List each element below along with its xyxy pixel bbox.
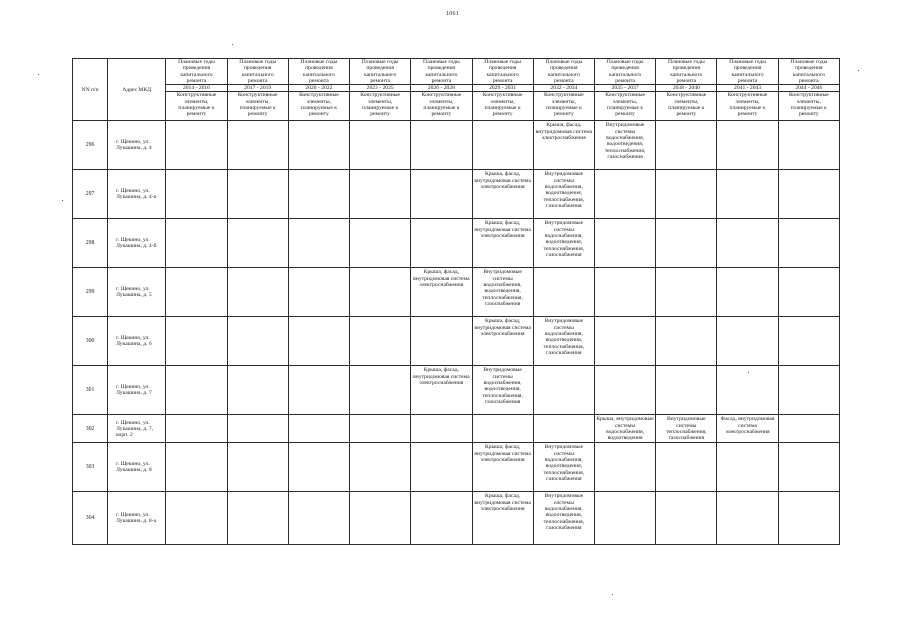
repair-cell [350, 492, 411, 545]
period-title-line: капитального [180, 71, 213, 78]
repair-cell [411, 170, 472, 219]
elements-title-line: ремонту [247, 111, 268, 118]
repair-cell [166, 121, 227, 170]
table-row [73, 317, 840, 366]
repair-cell [166, 219, 227, 268]
period-title-line: ремонта [737, 77, 758, 84]
elements-title-line: планируемые к [790, 105, 827, 112]
period-title-line: проведения [305, 65, 333, 72]
repair-cell: Внутридомовые системы теплоснабжения, газоснабжения [656, 415, 717, 443]
row-address [108, 268, 166, 317]
elements-title-7 [533, 92, 594, 121]
elements-title-line: Конструктивные [605, 92, 645, 99]
elements-title-line: элементы, [368, 98, 393, 105]
period-title-line: ремонта [799, 77, 819, 84]
period-title-line: проведения [672, 65, 701, 72]
period-title-line: ремонта [676, 77, 697, 84]
repair-cell: Крыша, фасад, внутридомовая система электроснабжения [411, 268, 472, 317]
period-range-8: 2035 - 2037 [594, 85, 655, 92]
repair-cell [350, 443, 411, 492]
repair-cell [350, 415, 411, 443]
elements-title-4 [350, 92, 411, 121]
period-title-1 [166, 59, 227, 85]
period-title-line: капитального [731, 71, 764, 78]
repair-cell [227, 366, 288, 415]
repair-cell [350, 366, 411, 415]
repair-cell [166, 415, 227, 443]
period-title-line: капитального [425, 71, 458, 78]
elements-title-line: ремонту [737, 111, 758, 118]
row-number: 300 [73, 317, 108, 366]
period-title-line: проведения [550, 65, 578, 72]
address-line: г. Щекино, ул. [116, 237, 150, 244]
repair-cell [717, 268, 778, 317]
row-address [108, 317, 166, 366]
repair-cell [411, 219, 472, 268]
repair-cell [227, 443, 288, 492]
elements-title-line: планируемые к [668, 105, 705, 112]
repair-cell [227, 268, 288, 317]
repair-cell: Крыша, фасад, внутридомовая система электроснабжения [411, 366, 472, 415]
repair-cell [411, 492, 472, 545]
elements-title-line: элементы, [551, 98, 576, 105]
elements-title-11 [778, 92, 839, 121]
repair-cell: Внутридомовые системы водоснабжения, водоотведения, теплоснабжения, газоснабжения [594, 121, 655, 170]
repair-cell: Крыша, фасад, внутридомовая система электроснабжения [533, 121, 594, 170]
repair-cell [656, 317, 717, 366]
period-title-line: Плановые годы [423, 59, 460, 65]
period-range-7: 2032 - 2034 [533, 85, 594, 92]
period-title-line: Плановые годы [729, 59, 766, 65]
repair-cell [717, 366, 778, 415]
repair-cell [656, 268, 717, 317]
period-title-line: ремонта [615, 77, 635, 84]
period-title-line: капитального [486, 71, 519, 78]
elements-title-line: Конструктивные [360, 92, 401, 99]
address-line: г. Щекино, ул. [116, 419, 150, 426]
repair-cell [227, 219, 288, 268]
header-address: Адрес МКД [108, 59, 166, 121]
repair-cell: Крыша, фасад, внутридомовая система электроснабжения [472, 317, 533, 366]
address-line: Лукашина, д. 8-а [116, 518, 157, 525]
elements-title-10 [717, 92, 778, 121]
period-title-line: капитального [547, 71, 580, 78]
repair-cell [594, 443, 655, 492]
repair-cell [656, 219, 717, 268]
repair-cell [411, 443, 472, 492]
repair-cell [227, 121, 288, 170]
period-range-6: 2029 - 2031 [472, 85, 533, 92]
repair-cell [656, 492, 717, 545]
period-title-line: ремонта [554, 77, 574, 84]
repair-cell [350, 317, 411, 366]
address-line: Лукашина, д. 4-б [116, 243, 157, 250]
repair-cell [411, 317, 472, 366]
repair-cell: Фасад, внутридомовая система электроснабжения [717, 415, 778, 443]
table-row [73, 492, 840, 545]
repair-cell [411, 415, 472, 443]
address-line: Лукашина, д. 6 [116, 341, 152, 348]
period-range-4: 2023 - 2025 [350, 85, 411, 92]
row-number: 299 [73, 268, 108, 317]
period-title-line: проведения [488, 65, 517, 72]
elements-title-line: ремонту [553, 111, 574, 118]
elements-title-line: ремонту [370, 111, 391, 118]
address-line: г. Щекино, ул. [116, 461, 150, 468]
repair-cell: Крыша, фасад, внутридомовая система электроснабжения [472, 170, 533, 219]
repair-cell: Внутридомовые системы водоснабжения, водоотведения, теплоснабжения, газоснабжения [533, 170, 594, 219]
row-number: 301 [73, 366, 108, 415]
address-line: Лукашина, д. 5 [116, 292, 152, 299]
period-title-7 [533, 59, 594, 85]
period-title-line: Плановые годы [790, 59, 828, 65]
table-row [73, 170, 840, 219]
elements-title-line: планируемые к [729, 105, 766, 112]
elements-title-2 [227, 92, 288, 121]
elements-title-line: планируемые к [484, 105, 521, 112]
repair-cell [778, 366, 839, 415]
repair-cell: Крыша, фасад, внутридомовая система электроснабжения [472, 492, 533, 545]
period-title-line: проведения [795, 65, 823, 72]
period-title-6 [472, 59, 533, 85]
period-title-line: Плановые годы [361, 59, 399, 65]
period-title-line: капитального [302, 71, 336, 78]
elements-title-line: Конструктивные [727, 92, 768, 99]
elements-title-line: ремонту [309, 111, 329, 118]
repair-cell [778, 443, 839, 492]
period-title-8 [594, 59, 655, 85]
repair-cell [594, 268, 655, 317]
elements-title-8 [594, 92, 655, 121]
address-line: г. Щекино, ул. [116, 286, 150, 293]
elements-title-line: планируемые к [423, 105, 460, 112]
period-title-10 [717, 59, 778, 85]
repair-cell [288, 366, 349, 415]
row-number: 302 [73, 415, 108, 443]
period-range-3: 2020 - 2022 [288, 85, 349, 92]
address-line: г. Щекино, ул. [116, 512, 150, 519]
elements-title-line: Конструктивные [421, 92, 462, 99]
elements-title-5 [411, 92, 472, 121]
period-row [73, 85, 840, 92]
period-title-line: Плановые годы [484, 59, 522, 65]
repair-cell [778, 415, 839, 443]
row-number: 303 [73, 443, 108, 492]
repair-cell [717, 317, 778, 366]
repair-cell: Крыша, фасад, внутридомовая система электроснабжения [472, 443, 533, 492]
elements-title-3 [288, 92, 349, 121]
repair-cell: Внутридомовые системы водоснабжения, водоотведения, теплоснабжения, газоснабжения [533, 317, 594, 366]
repair-cell [594, 366, 655, 415]
elements-title-line: элементы, [796, 98, 821, 105]
period-title-line: ремонта [309, 77, 329, 84]
period-title-line: Плановые годы [606, 59, 644, 65]
repair-cell [656, 170, 717, 219]
address-line: г. Щекино, ул. [116, 335, 150, 342]
repair-cell [778, 268, 839, 317]
repair-cell: Внутридомовые системы водоснабжения, водоотведения, теплоснабжения, газоснабжения [533, 219, 594, 268]
elements-title-line: ремонту [676, 111, 697, 118]
elements-title-line: ремонту [431, 111, 452, 118]
capital-repair-plan-table [72, 58, 840, 545]
repair-cell [350, 121, 411, 170]
period-title-line: капитального [364, 71, 397, 78]
period-title-4 [350, 59, 411, 85]
elements-title-line: планируемые к [362, 105, 399, 112]
table-row [73, 121, 840, 170]
elements-title-line: Конструктивные [237, 92, 278, 99]
repair-cell [656, 366, 717, 415]
row-number: 298 [73, 219, 108, 268]
period-title-5 [411, 59, 472, 85]
elements-title-line: ремонту [492, 111, 513, 118]
period-title-line: Плановые годы [239, 59, 277, 65]
row-address [108, 219, 166, 268]
period-title-line: проведения [611, 65, 639, 72]
repair-cell [227, 415, 288, 443]
repair-cell: Крыша, внутридомовые системы водоснабжения, водоотведения [596, 416, 654, 442]
period-title-line: проведения [366, 65, 394, 72]
elements-title-line: элементы, [613, 98, 638, 105]
period-title-9 [656, 59, 717, 85]
address-line: г. Щекино, ул. [116, 384, 150, 391]
period-title-line: Плановые годы [178, 59, 215, 65]
repair-cell [227, 317, 288, 366]
period-range-9: 2038 - 2040 [656, 85, 717, 92]
repair-cell [166, 366, 227, 415]
row-address [108, 170, 166, 219]
repair-cell [472, 415, 533, 443]
repair-cell [166, 317, 227, 366]
elements-title-line: планируемые к [178, 105, 215, 112]
period-title-line: капитального [241, 71, 274, 78]
period-title-line: Плановые годы [545, 59, 583, 65]
elements-title-line: планируемые к [607, 105, 644, 112]
table-row [73, 219, 840, 268]
repair-cell [288, 121, 349, 170]
address-line: Лукашина, д. 4 [116, 145, 152, 152]
elements-title-line: элементы, [674, 98, 699, 105]
period-title-line: проведения [733, 65, 762, 72]
elements-title-line: планируемые к [300, 105, 337, 112]
repair-cell [533, 366, 594, 415]
header-number: NN п/п [73, 59, 108, 121]
repair-cell [656, 121, 717, 170]
period-title-line: Плановые годы [300, 59, 338, 65]
repair-cell [288, 443, 349, 492]
elements-title-line: ремонту [615, 111, 635, 118]
period-range-11: 2044 - 2046 [778, 85, 839, 92]
period-title-line: ремонта [370, 77, 390, 84]
row-address [108, 121, 166, 170]
repair-cell: Крыша, фасад, внутридомовая система электроснабжения [472, 219, 533, 268]
repair-cell [227, 170, 288, 219]
elements-header-row [73, 92, 840, 121]
elements-title-1 [166, 92, 227, 121]
repair-cell [411, 121, 472, 170]
period-title-line: ремонта [431, 77, 452, 84]
address-line: Лукашина, д. 4-а [116, 194, 157, 201]
elements-title-line: элементы, [306, 98, 332, 105]
elements-title-line: Конструктивные [544, 92, 584, 99]
elements-title-line: элементы, [490, 98, 515, 105]
elements-title-line: Конструктивные [666, 92, 707, 99]
repair-cell [227, 492, 288, 545]
repair-cell [472, 121, 533, 170]
repair-cell [288, 415, 349, 443]
repair-cell [533, 415, 594, 443]
repair-cell [288, 268, 349, 317]
repair-cell: Внутридомовые системы водоснабжения, водоотведения, теплоснабжения, газоснабжения [472, 366, 533, 415]
period-title-line: капитального [792, 71, 825, 78]
period-title-2 [227, 59, 288, 85]
repair-cell [778, 492, 839, 545]
elements-title-line: элементы, [245, 98, 270, 105]
elements-title-line: планируемые к [239, 105, 276, 112]
period-range-5: 2026 - 2028 [411, 85, 472, 92]
repair-cell [288, 317, 349, 366]
page-number: 1061 [446, 11, 459, 17]
table-row [73, 268, 840, 317]
address-line: Лукашина, д. 7, корп. 2 [116, 425, 154, 439]
period-title-line: ремонта [492, 77, 513, 84]
repair-cell [166, 492, 227, 545]
repair-cell [717, 121, 778, 170]
repair-cell [594, 492, 655, 545]
address-line: Лукашина, д. 7 [116, 390, 152, 397]
repair-cell [350, 170, 411, 219]
row-number: 297 [73, 170, 108, 219]
row-address [108, 492, 166, 545]
repair-cell [778, 317, 839, 366]
repair-cell [166, 443, 227, 492]
repair-cell [717, 492, 778, 545]
table-body [73, 121, 840, 545]
repair-cell [288, 170, 349, 219]
repair-cell [166, 268, 227, 317]
period-range-10: 2041 - 2043 [717, 85, 778, 92]
repair-cell [533, 268, 594, 317]
repair-cell [717, 219, 778, 268]
elements-title-line: Конструктивные [176, 92, 217, 99]
period-title-3 [288, 59, 349, 85]
repair-cell [350, 268, 411, 317]
period-range-2: 2017 - 2019 [227, 85, 288, 92]
period-title-line: капитального [670, 71, 703, 78]
table-row [73, 366, 840, 415]
period-title-line: Плановые годы [667, 59, 705, 65]
address-line: Лукашина, д. 8 [116, 467, 152, 474]
elements-title-6 [472, 92, 533, 121]
period-title-line: ремонта [186, 77, 207, 84]
repair-cell [717, 170, 778, 219]
period-title-line: проведения [182, 65, 211, 72]
repair-cell: Внутридомовые системы водоснабжения, водоотведения, теплоснабжения, газоснабжения [472, 268, 533, 317]
table-row [73, 415, 840, 443]
repair-cell [778, 219, 839, 268]
elements-title-line: элементы, [735, 98, 760, 105]
elements-title-line: ремонту [186, 111, 207, 118]
elements-title-line: Конструктивные [788, 92, 829, 99]
period-title-line: проведения [427, 65, 456, 72]
repair-cell [594, 219, 655, 268]
elements-title-9 [656, 92, 717, 121]
address-line: г. Щекино, ул. [116, 188, 150, 195]
period-range-1: 2014 - 2016 [166, 85, 227, 92]
row-address [108, 443, 166, 492]
row-number: 304 [73, 492, 108, 545]
period-title-line: ремонта [247, 77, 268, 84]
period-title-line: капитального [609, 71, 642, 78]
repair-cell [778, 170, 839, 219]
header-row [73, 59, 840, 85]
elements-title-line: планируемые к [545, 105, 582, 112]
repair-cell [288, 219, 349, 268]
elements-title-line: элементы, [184, 98, 209, 105]
repair-cell: Внутридомовые системы водоснабжения, водоотведения, теплоснабжения, газоснабжения [533, 492, 594, 545]
elements-title-line: Конструктивные [482, 92, 523, 99]
period-title-line: проведения [243, 65, 272, 72]
elements-title-line: ремонту [798, 111, 819, 118]
repair-cell [778, 121, 839, 170]
period-title-11 [778, 59, 839, 85]
row-address [108, 366, 166, 415]
repair-cell: Внутридомовые системы водоснабжения, водоотведения, теплоснабжения, газоснабжения [533, 443, 594, 492]
repair-cell [166, 170, 227, 219]
repair-cell [350, 219, 411, 268]
repair-cell [594, 317, 655, 366]
address-line: г. Щекино, ул. [116, 139, 150, 146]
repair-cell [594, 170, 655, 219]
elements-title-line: Конструктивные [299, 92, 339, 99]
row-address [108, 415, 166, 443]
repair-cell [717, 443, 778, 492]
table-row [73, 443, 840, 492]
repair-cell [656, 443, 717, 492]
row-number: 296 [73, 121, 108, 170]
elements-title-line: элементы, [429, 98, 454, 105]
repair-cell [288, 492, 349, 545]
